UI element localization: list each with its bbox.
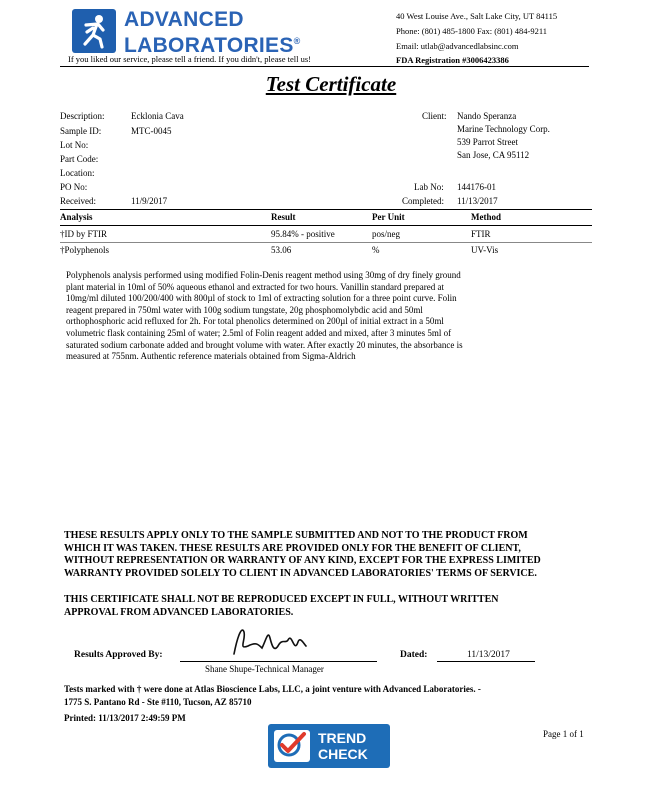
method-description <box>66 270 556 363</box>
po-no-label: PO No: <box>60 182 88 192</box>
col-header-analysis: Analysis <box>60 212 93 222</box>
running-person-icon <box>72 9 116 53</box>
col-header-per-unit: Per Unit <box>372 212 405 222</box>
cell-result: 53.06 <box>271 245 292 255</box>
badge-icon-frame <box>274 730 310 762</box>
client-city: San Jose, CA 95112 <box>457 150 530 160</box>
method-line: reagent prepared in 750ml water with 100g sodium tungstate, 20g phosphomolybdic acid and 50ml <box>66 304 423 315</box>
trend-check-badge <box>268 724 390 768</box>
disclaimer-line: THIS CERTIFICATE SHALL NOT BE REPRODUCED EXCEPT IN FULL, WITHOUT WRITTEN <box>64 594 499 605</box>
disclaimer-line: WITHOUT REPRESENTATION OR WARRANTY OF ANY KIND, EXCEPT FOR THE EXPRESS LIMITED <box>64 555 541 566</box>
received-label: Received: <box>60 196 96 206</box>
dated-value: 11/13/2017 <box>467 650 510 660</box>
cell-method: FTIR <box>471 229 491 239</box>
header-divider <box>60 66 589 67</box>
lab-no-value: 144176-01 <box>457 182 496 192</box>
cell-analysis: †ID by FTIR <box>60 229 107 239</box>
completed-value: 11/13/2017 <box>457 196 498 206</box>
client-label: Client: <box>422 111 447 121</box>
table-top-rule <box>60 209 592 210</box>
signature <box>228 624 308 663</box>
method-line: saturated sodium carbonate added and brought volume with water. After exactly 20 minutes, the absorbance is <box>66 339 463 350</box>
method-line: plant material in 10ml of 50% aqueous ethanol and extracted for two hours. Vanillin standard prepared at <box>66 281 444 292</box>
lab-email: Email: utlab@advancedlabsinc.com <box>396 41 519 51</box>
signature-graphic <box>228 624 308 660</box>
date-line <box>437 661 535 662</box>
client-name: Nando Speranza <box>457 111 517 121</box>
completed-label: Completed: <box>402 196 444 206</box>
dated-label: Dated: <box>400 650 428 660</box>
method-line: measured at 755nm. Authentic reference materials obtained from Sigma-Aldrich <box>66 351 356 362</box>
sample-id-value: MTC-0045 <box>131 126 172 136</box>
client-company: Marine Technology Corp. <box>457 124 550 134</box>
cell-result: 95.84% - positive <box>271 229 335 239</box>
sample-id-label: Sample ID: <box>60 126 102 136</box>
brand-name-line2: LABORATORIES® <box>124 34 301 57</box>
cell-method: UV-Vis <box>471 245 499 255</box>
col-header-result: Result <box>271 212 296 222</box>
disclaimer-line: WARRANTY PROVIDED SOLELY TO CLIENT IN ADVANCED LABORATORIES' TERMS OF SERVICE. <box>64 567 537 579</box>
disclaimer-line: APPROVAL FROM ADVANCED LABORATORIES. <box>64 606 294 618</box>
lab-phone: Phone: (801) 485-1800 Fax: (801) 484-9211 <box>396 26 548 36</box>
location-label: Location: <box>60 168 95 178</box>
cell-per-unit: pos/neg <box>372 229 400 239</box>
col-header-method: Method <box>471 212 501 222</box>
table-header-rule <box>60 225 592 226</box>
disclaimer-line: WHICH IT WAS TAKEN. THESE RESULTS ARE PROVIDED ONLY FOR THE BENEFIT OF CLIENT, <box>64 542 521 554</box>
brand-name-line1: ADVANCED <box>124 8 244 31</box>
disclaimer-line: THESE RESULTS APPLY ONLY TO THE SAMPLE SUBMITTED AND NOT TO THE PRODUCT FROM <box>64 530 528 541</box>
method-line: orthophosphoric acid refluxed for 2h. For total phenolics determined on 200µl of initial extract in a 50ml <box>66 316 444 327</box>
tagline: If you liked our service, please tell a friend. If you didn't, please tell us! <box>68 54 311 64</box>
atlas-address: 1775 S. Pantano Rd - Ste #110, Tucson, AZ 85710 <box>64 697 252 707</box>
printed-timestamp: Printed: 11/13/2017 2:49:59 PM <box>64 713 186 723</box>
checkmark-icon <box>274 730 310 762</box>
badge-text-trend: TREND <box>318 730 367 746</box>
lab-no-label: Lab No: <box>414 182 444 192</box>
lot-no-label: Lot No: <box>60 140 89 150</box>
badge-text-check: CHECK <box>318 746 368 762</box>
signature-line <box>180 661 377 662</box>
cell-analysis: †Polyphenols <box>60 245 110 255</box>
row-divider <box>60 242 592 243</box>
fda-registration: FDA Registration #3006423386 <box>396 55 509 65</box>
description-value: Ecklonia Cava <box>131 111 184 121</box>
method-line: Polyphenols analysis performed using modified Folin-Denis reagent method using 30mg of dry finely ground <box>66 270 461 280</box>
registered-mark: ® <box>293 36 301 46</box>
part-code-label: Part Code: <box>60 154 99 164</box>
approved-by-label: Results Approved By: <box>74 650 163 660</box>
method-line: 10mg/ml diluted 100/200/400 with 800µl of stock to 1ml of extracting solution for a three point curve. Folin <box>66 293 457 304</box>
page-title: Test Certificate <box>265 72 397 96</box>
reproduction-disclaimer <box>64 594 599 619</box>
cell-per-unit: % <box>372 245 380 255</box>
client-street: 539 Parrot Street <box>457 137 518 147</box>
lab-address: 40 West Louise Ave., Salt Lake City, UT 84115 <box>396 11 558 21</box>
signer-name: Shane Shupe-Technical Manager <box>205 664 324 674</box>
description-label: Description: <box>60 111 105 121</box>
logo-mark <box>72 9 116 53</box>
received-value: 11/9/2017 <box>131 196 168 206</box>
results-disclaimer <box>64 530 599 580</box>
page-indicator: Page 1 of 1 <box>543 729 584 739</box>
atlas-note: Tests marked with † were done at Atlas Bioscience Labs, LLC, a joint venture with Advanced Laboratories. - <box>64 684 481 694</box>
method-line: volumetric flask containing 25ml of water; 2.5ml of Folin reagent added and mixed, after 3 minutes 5ml of <box>66 327 452 338</box>
